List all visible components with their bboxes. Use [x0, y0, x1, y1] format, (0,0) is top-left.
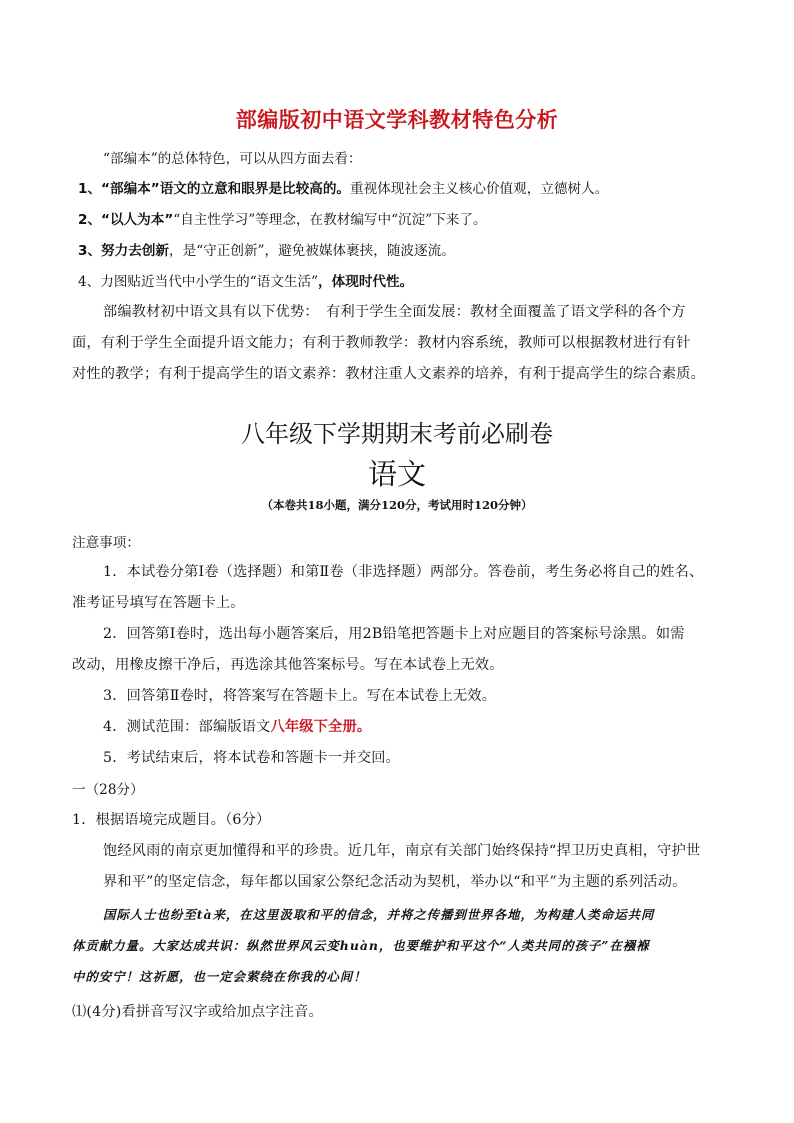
intro-item-2-bold: 2、“以人为本” [78, 212, 174, 228]
passage-1-line-2: 界和平”的坚定信念，每年都以国家公祭纪念活动为契机，举办以“和平”为主题的系列活动。 [103, 874, 687, 890]
page-title: 部编版初中语文学科教材特色分析 [235, 108, 559, 132]
intro-item-1-bold: 1、“部编本”语文的立意和眼界是比较高的。 [78, 181, 351, 197]
section-heading: 一（28分） [72, 782, 144, 798]
advantages-line-2: 面，有利于学生全面提升语文能力；有利于教师教学：教材内容系统，教师可以根据教材进行有针 [72, 335, 691, 351]
passage-2-line-2: 体贡献力量。大家达成共识：纵然世界风云变huàn，也要维护和平这个“人类共同的孩子”在襁褓 [72, 938, 650, 953]
note-4-text: 4．测试范围：部编版语文 [103, 719, 271, 735]
note-4 [103, 716, 371, 736]
intro-item-4-text: 4、力图贴近当代中小学生的“语文生活” [78, 274, 319, 290]
question-1: 1．根据语境完成题目。（6分） [72, 812, 271, 828]
passage-1-line-1: 饱经风雨的南京更加懂得和平的珍贵。近几年，南京有关部门始终保持“捍卫历史真相，守护世 [103, 843, 701, 859]
intro-item-3 [78, 239, 455, 259]
note-2-line-2: 改动，用橡皮擦干净后，再选涂其他答案标号。写在本试卷上无效。 [72, 657, 504, 673]
note-5: 5．考试结束后，将本试卷和答题卡一并交回。 [103, 750, 400, 766]
intro-item-1-text: 重视体现社会主义核心价值观，立德树人。 [350, 181, 609, 197]
advantages-line-1: 部编教材初中语文具有以下优势： 有利于学生全面发展：教材全面覆盖了语文学科的各个方 [103, 304, 686, 320]
intro-item-3-text: ，是“守正创新”，避免被媒体裹挟，随波逐流。 [169, 243, 455, 259]
note-1-line-1: 1．本试卷分第Ⅰ卷（选择题）和第Ⅱ卷（非选择题）两部分。答卷前，考生务必将自己的姓名、 [103, 564, 704, 580]
exam-title: 八年级下学期期末考前必刷卷 [241, 420, 553, 448]
intro-item-4 [78, 270, 413, 290]
note-4-scope: 八年级下全册。 [270, 719, 372, 735]
intro-item-4-bold: ，体现时代性。 [318, 274, 414, 290]
exam-meta: （本卷共18小题，满分120分，考试用时120分钟） [261, 498, 533, 512]
notes-heading: 注意事项： [72, 535, 140, 551]
note-2-line-1: 2．回答第Ⅰ卷时，选出每小题答案后，用2B铅笔把答题卡上对应题目的答案标号涂黑。如需 [103, 626, 685, 642]
advantages-line-3: 对性的教学；有利于提高学生的语文素养：教材注重人文素养的培养，有利于提高学生的综合素质。 [72, 366, 706, 382]
intro-item-2 [78, 208, 487, 228]
intro-lead: “部编本”的总体特色，可以从四方面去看： [103, 151, 362, 167]
passage-2-line-1: 国际人士也纷至tà来，在这里汲取和平的信念，并将之传播到世界各地，为构建人类命运共同 [103, 907, 655, 922]
note-1-line-2: 准考证号填写在答题卡上。 [72, 595, 245, 611]
intro-item-1 [78, 177, 608, 197]
intro-item-2-text: “自主性学习”等理念，在教材编写中“沉淀”下来了。 [173, 212, 487, 228]
passage-2-line-3: 中的安宁！这祈愿，也一定会萦绕在你我的心间！ [72, 969, 367, 984]
intro-item-3-bold: 3、努力去创新 [78, 243, 170, 259]
exam-subject: 语文 [367, 457, 426, 491]
sub-question-1: ⑴(4分)看拼音写汉字或给加点字注音。 [72, 1004, 323, 1020]
note-3: 3．回答第Ⅱ卷时，将答案写在答题卡上。写在本试卷上无效。 [103, 688, 497, 704]
